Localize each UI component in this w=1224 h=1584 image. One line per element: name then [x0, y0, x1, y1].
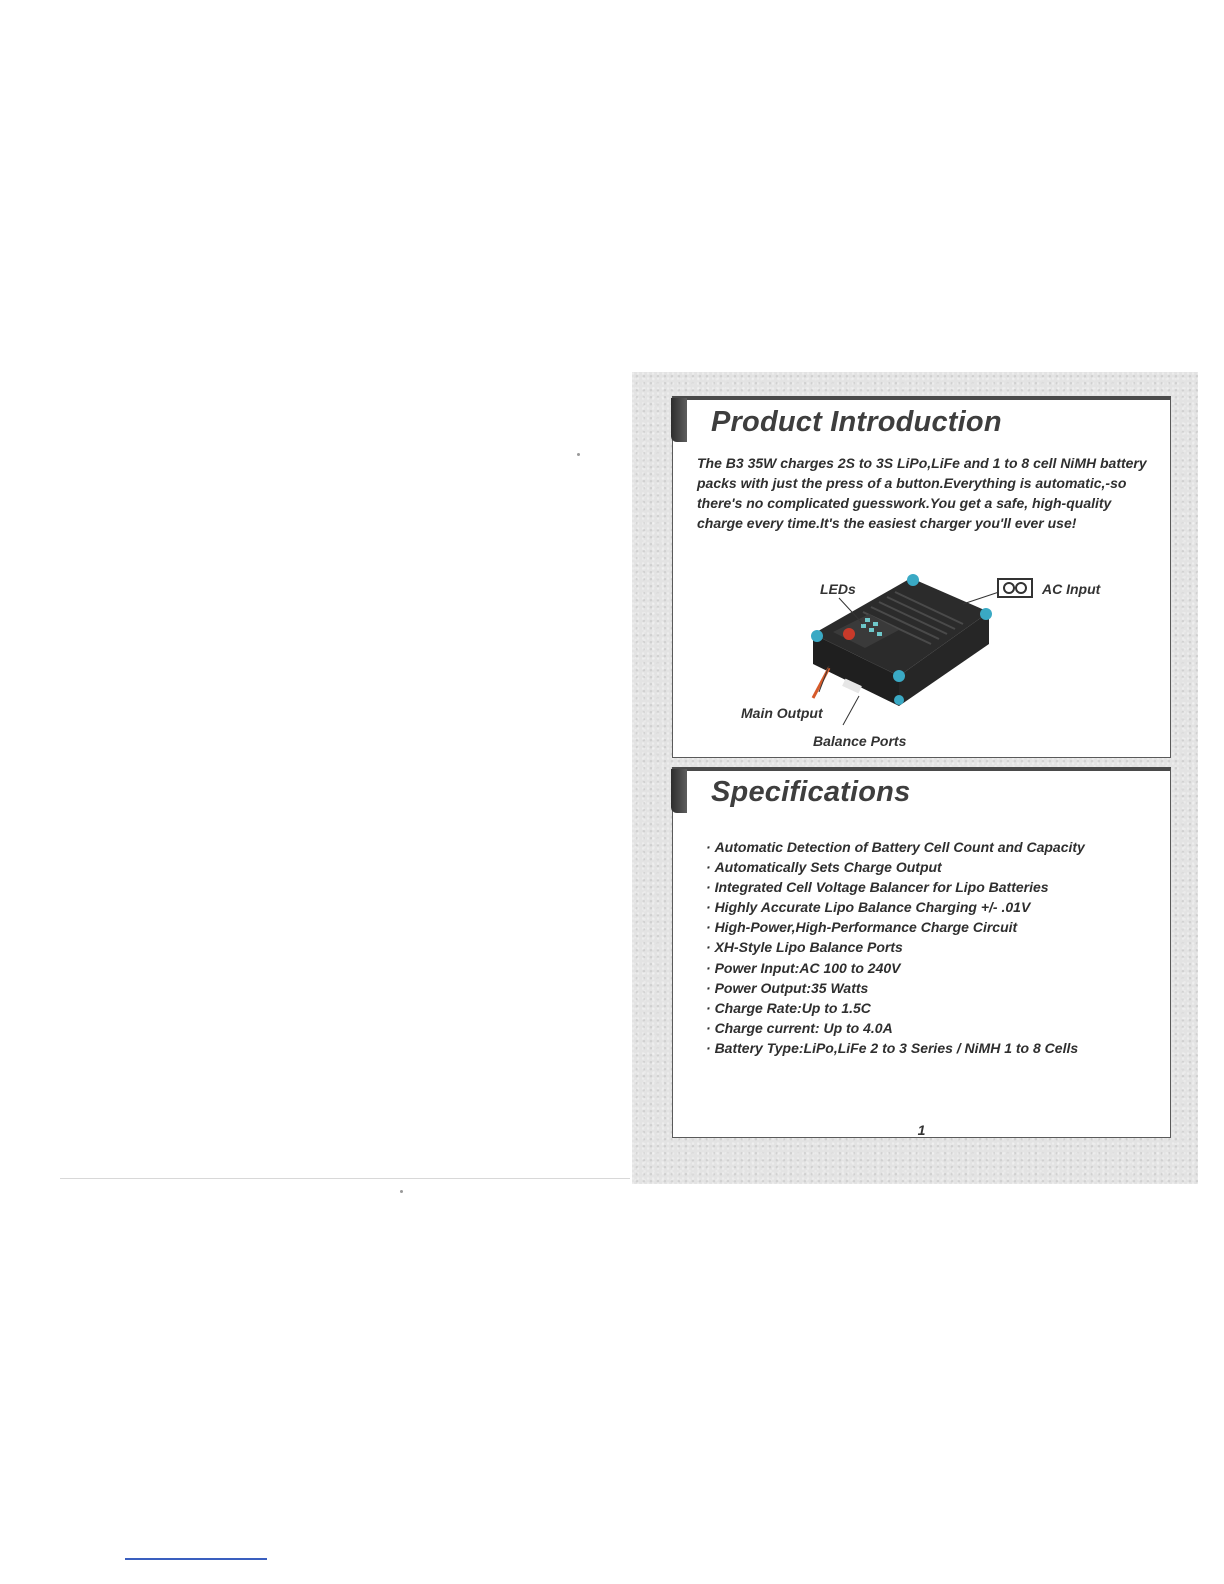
page-number: 1	[917, 1122, 926, 1138]
callout-leds: LEDs	[820, 581, 856, 597]
callout-main-output: Main Output	[741, 705, 823, 721]
spec-item: · Automatically Sets Charge Output	[706, 857, 1085, 877]
product-introduction-section	[672, 396, 1171, 758]
left-page	[60, 380, 630, 1179]
ac-socket-icon	[997, 578, 1033, 598]
spec-item: · XH-Style Lipo Balance Ports	[706, 937, 1085, 957]
spec-item: · Charge Rate:Up to 1.5C	[706, 998, 1085, 1018]
product-introduction-heading: Product Introduction	[711, 406, 1002, 438]
callout-ac-input: AC Input	[1042, 581, 1101, 597]
specifications-section	[672, 767, 1171, 1138]
spec-item: · Integrated Cell Voltage Balancer for Lipo Batteries	[706, 877, 1085, 897]
spec-item: · Battery Type:LiPo,LiFe 2 to 3 Series / NiMH 1 to 8 Cells	[706, 1038, 1085, 1058]
specifications-list	[706, 837, 1085, 1058]
spec-item: · Highly Accurate Lipo Balance Charging +/- .01V	[706, 897, 1085, 917]
specifications-heading: Specifications	[711, 776, 911, 808]
spec-item: · Power Input:AC 100 to 240V	[706, 958, 1085, 978]
product-introduction-text: The B3 35W charges 2S to 3S LiPo,LiFe and 1 to 8 cell NiMH battery packs with just the press of a button.Everything is automatic,-so there's no complicated guesswork.You get a safe, high-quality charge every time.It's the easiest charger you'll ever use!	[697, 455, 1147, 531]
spec-item: · High-Power,High-Performance Charge Circuit	[706, 917, 1085, 937]
scan-speck	[577, 453, 580, 456]
callout-balance-ports: Balance Ports	[813, 733, 907, 749]
spec-item: · Automatic Detection of Battery Cell Count and Capacity	[706, 837, 1085, 857]
spec-item: · Charge current: Up to 4.0A	[706, 1018, 1085, 1038]
scan-speck	[400, 1190, 403, 1193]
bottom-rule	[125, 1558, 267, 1560]
section-tab-marker	[671, 769, 687, 813]
spec-item: · Power Output:35 Watts	[706, 978, 1085, 998]
